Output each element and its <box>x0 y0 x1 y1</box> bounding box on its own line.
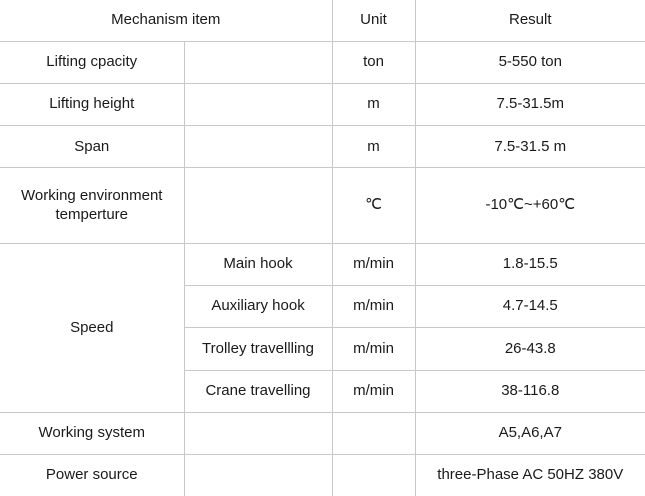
row-result: 26-43.8 <box>415 328 645 370</box>
row-label-span: Span <box>0 126 184 168</box>
row-result: 7.5-31.5 m <box>415 126 645 168</box>
row-sub-empty <box>184 168 332 244</box>
header-unit: Unit <box>332 0 415 41</box>
table-row <box>0 455 645 496</box>
row-label-working-environment-temperture: Working environment temperture <box>0 168 184 244</box>
table-row <box>0 412 645 454</box>
table-row <box>0 84 645 126</box>
row-result: 5-550 ton <box>415 41 645 83</box>
header-mechanism-item: Mechanism item <box>0 0 332 41</box>
row-result: 4.7-14.5 <box>415 286 645 328</box>
row-label-speed: Speed <box>0 244 184 413</box>
row-unit: m/min <box>332 328 415 370</box>
row-unit: m <box>332 84 415 126</box>
row-sub-empty <box>184 126 332 168</box>
row-unit: m/min <box>332 370 415 412</box>
row-sub-empty <box>184 41 332 83</box>
row-result: A5,A6,A7 <box>415 412 645 454</box>
table-row <box>0 41 645 83</box>
table-row <box>0 244 645 286</box>
row-label-working-system: Working system <box>0 412 184 454</box>
row-label-lifting-capacity: Lifting cpacity <box>0 41 184 83</box>
header-result: Result <box>415 0 645 41</box>
row-unit: m <box>332 126 415 168</box>
row-sub-auxiliary-hook: Auxiliary hook <box>184 286 332 328</box>
row-unit <box>332 412 415 454</box>
row-label-power-source: Power source <box>0 455 184 496</box>
row-unit: ℃ <box>332 168 415 244</box>
row-sub-empty <box>184 84 332 126</box>
row-label-lifting-height: Lifting height <box>0 84 184 126</box>
table-row <box>0 168 645 244</box>
row-unit <box>332 455 415 496</box>
table-header-row <box>0 0 645 41</box>
row-sub-empty <box>184 412 332 454</box>
row-result: -10℃~+60℃ <box>415 168 645 244</box>
row-unit: m/min <box>332 286 415 328</box>
row-result: 7.5-31.5m <box>415 84 645 126</box>
row-result: 38-116.8 <box>415 370 645 412</box>
row-sub-trolley-travelling: Trolley travellling <box>184 328 332 370</box>
row-sub-crane-travelling: Crane travelling <box>184 370 332 412</box>
row-sub-empty <box>184 455 332 496</box>
table-row <box>0 126 645 168</box>
row-result: three-Phase AC 50HZ 380V <box>415 455 645 496</box>
row-result: 1.8-15.5 <box>415 244 645 286</box>
row-unit: ton <box>332 41 415 83</box>
row-unit: m/min <box>332 244 415 286</box>
row-sub-main-hook: Main hook <box>184 244 332 286</box>
